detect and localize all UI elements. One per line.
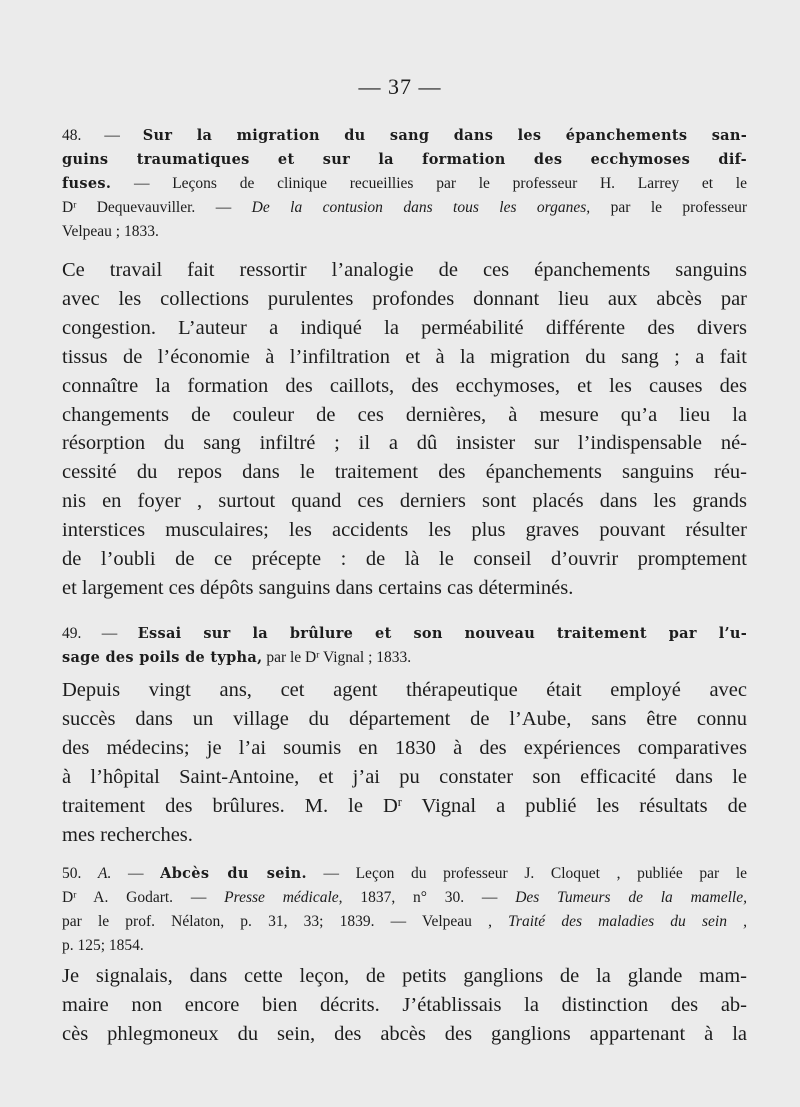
body-line: succès dans un village du département de l’Aube, sans être connu [62,707,747,730]
citation-text: D [62,889,74,906]
citation-title: Traité des maladies du sein , [508,913,747,930]
body-line: Depuis vingt ans, cet agent thérapeutique était employé avec [62,679,747,701]
head-line [62,934,747,958]
head-line [62,148,747,172]
entry-48-body [62,256,747,603]
citation-text: Velpeau ; 1833. [62,223,159,240]
entry-title: Sur la migration du sang dans les épanchements san- [142,127,748,144]
body-line: Ce travail fait ressortir l’analogie de ces épanchements sanguins [62,259,747,281]
entry-title: guins traumatiques et sur la formation des ecchymoses dif- [62,151,747,168]
body-line: résorption du sang infiltré ; il a dû insister sur l’indispensable né- [62,432,747,455]
entry-50-heading [62,862,747,958]
body-line: cès phlegmoneux du sein, des abcès des ganglions appartenant à la [62,1022,747,1045]
citation-text: — [111,865,161,882]
body-line: avec les collections purulentes profondes donnant lieu aux abcès par [62,287,747,310]
body-text: Vignal a publié les résultats de [401,794,747,817]
citation-text: par le prof. Nélaton, p. 31, 33; 1839. — Velpeau , [62,913,509,930]
head-line [62,910,747,934]
body-line: des médecins; je l’ai soumis en 1830 à des expériences comparatives [62,736,747,759]
body-line: de l’oubli de ce précepte : de là le conseil d’ouvrir promptement [62,548,747,571]
entry-48-heading [62,124,747,244]
body-text: traitement des brûlures. M. le D [62,794,398,817]
citation-text: Vignal ; 1833. [319,649,412,666]
body-line: maire non encore bien décrits. J’établissais la distinction des ab- [62,993,747,1016]
entry-number: 50. [62,865,99,882]
citation-text: — Leçons de clinique recueillies par le professeur H. Larrey et le [111,175,747,192]
head-line [62,646,747,670]
body-line [62,792,747,821]
entry-title: Abcès du sein. [160,865,307,882]
head-line [62,172,747,196]
entry-title: sage des poils de typha, [62,649,263,666]
citation-text: D [62,199,74,216]
superscript: r [316,650,320,661]
entry-number: 48. — [62,127,143,144]
entry-number: 49. — [62,625,138,642]
superscript: r [73,890,77,901]
body-line: tissus de l’économie à l’infiltration et à la migration du sang ; a fait [62,345,747,368]
citation-title: Presse médicale, [224,889,343,906]
body-line: mes recherches. [62,823,193,846]
citation-text: A. Godart. — [76,889,225,906]
head-line [62,124,747,148]
entry-50-body [62,962,747,1049]
citation-title: Des Tumeurs de la mamelle, [515,889,747,906]
entry-title: Essai sur la brûlure et son nouveau traitement par l’u- [137,625,748,642]
head-line [62,886,747,910]
entry-49-body [62,676,747,849]
head-line [62,622,747,646]
body-line: connaître la formation des caillots, des ecchymoses, et les causes des [62,374,747,397]
body-line: congestion. L’auteur a indiqué la perméabilité différente des divers [62,316,747,339]
citation-text: Dequevauviller. — [76,199,252,216]
body-line: et largement ces dépôts sanguins dans certains cas déterminés. [62,576,574,599]
body-line: interstices musculaires; les accidents les plus graves pouvant résulter [62,519,747,542]
body-line: à l’hôpital Saint-Antoine, et j’ai pu constater son efficacité dans le [62,765,747,788]
page-number: — 37 — [358,74,442,99]
head-line [62,220,747,244]
body-line: nis en foyer , surtout quand ces derniers sont placés dans les grands [62,490,747,513]
body-line: Je signalais, dans cette leçon, de petits ganglions de la glande mam- [62,965,747,987]
citation-title: De la contusion dans tous les organes, [251,199,591,216]
entry-letter: A. [98,865,112,882]
citation-text: 1837, n° 30. — [342,889,516,906]
body-line: cessité du repos dans le traitement des épanchements sanguins réu- [62,461,747,484]
head-line [62,196,747,220]
entry-title: fuses. [62,175,112,192]
superscript: r [73,200,77,211]
citation-text: par le D [262,649,317,666]
entry-49-heading [62,622,747,670]
citation-text: par le professeur [590,199,747,216]
citation-text: p. 125; 1854. [62,937,144,954]
citation-text: — Leçon du professeur J. Cloquet , publiée par le [306,865,748,882]
body-line: changements de couleur de ces dernières, à mesure qu’a lieu la [62,403,747,426]
superscript: r [397,794,402,809]
head-line [62,862,747,886]
